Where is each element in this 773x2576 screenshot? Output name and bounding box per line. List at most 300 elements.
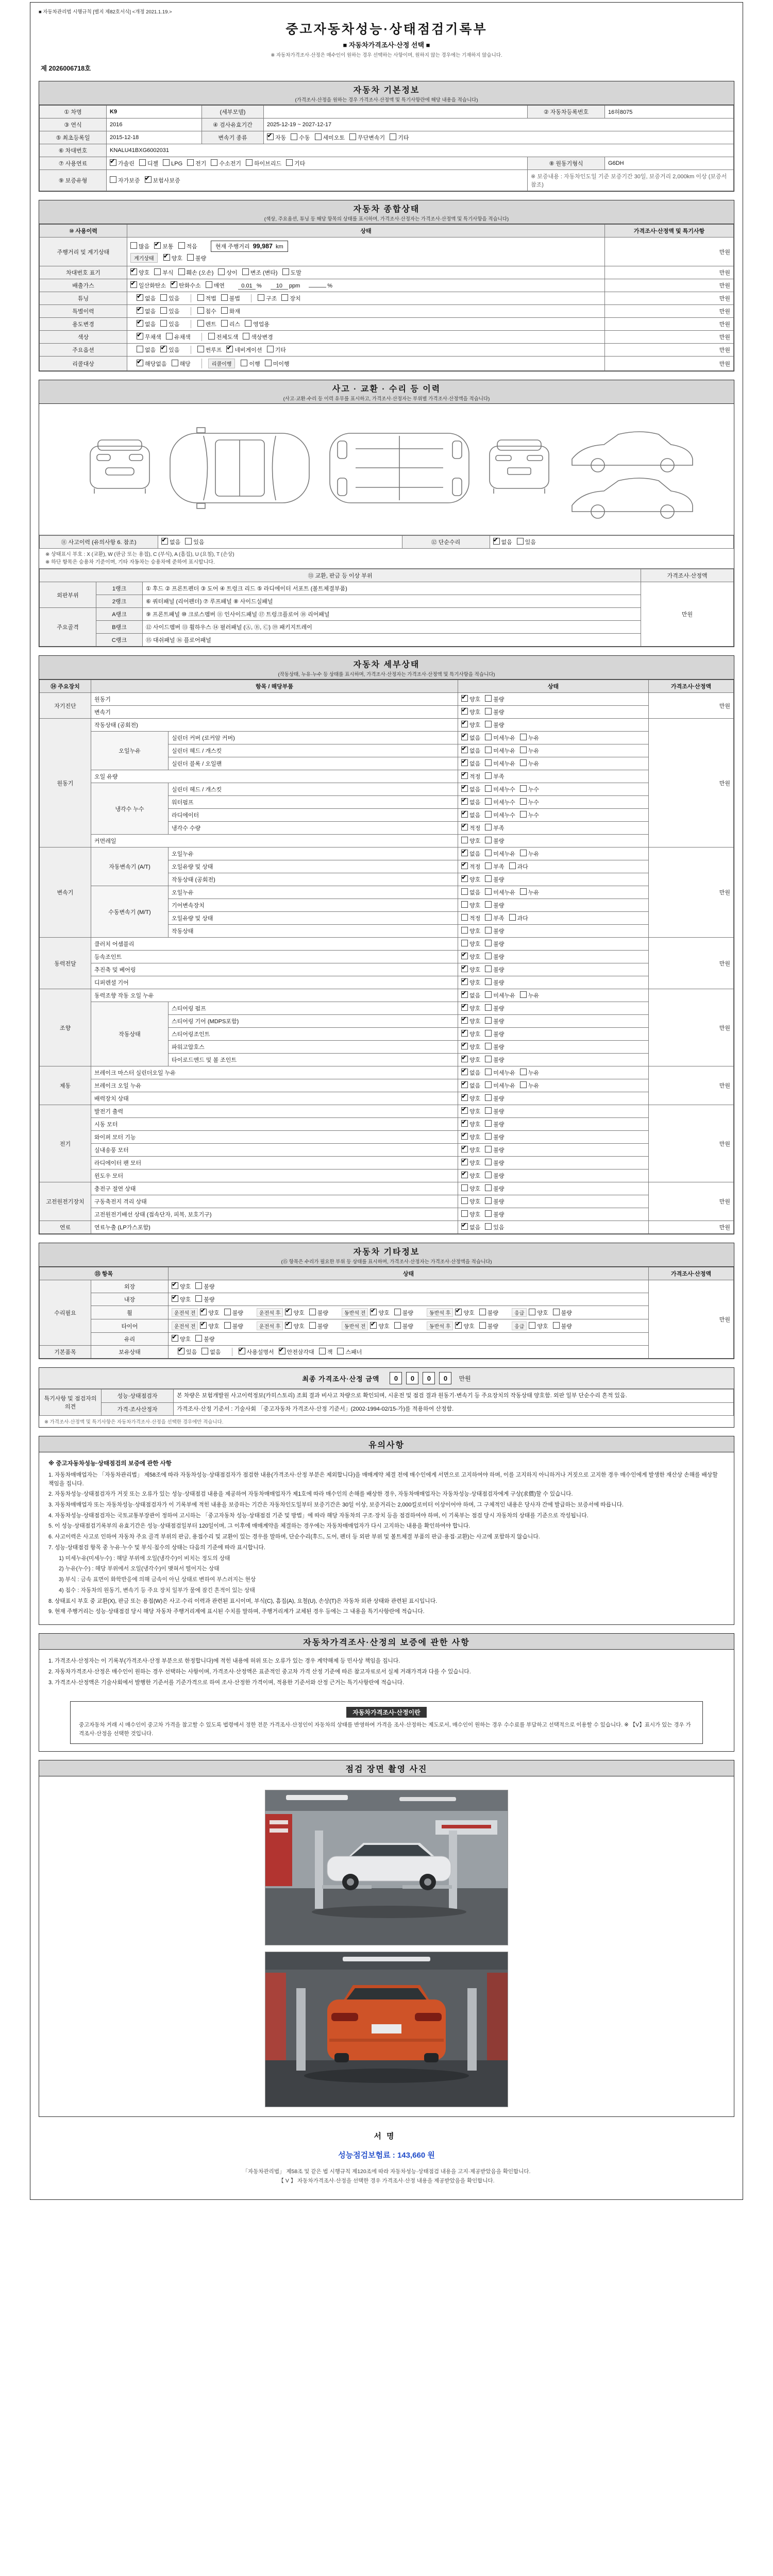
checkbox-icon[interactable] (485, 1210, 492, 1217)
checkbox-option[interactable] (137, 360, 167, 368)
checkbox-option[interactable] (520, 798, 539, 806)
checkbox-option[interactable] (485, 811, 515, 819)
checkbox-option[interactable] (485, 991, 515, 999)
checkbox-icon[interactable] (529, 1309, 535, 1315)
checkbox-icon[interactable] (224, 1309, 231, 1315)
checkbox-icon[interactable] (553, 1322, 560, 1329)
checkbox-option[interactable] (485, 837, 504, 845)
checkbox-icon[interactable] (485, 798, 492, 805)
checkbox-option[interactable] (485, 785, 515, 793)
checkbox-option[interactable] (137, 294, 156, 302)
checkbox-option[interactable] (206, 281, 225, 290)
checkbox-icon[interactable] (243, 333, 249, 340)
checkbox-option[interactable] (485, 1133, 504, 1141)
checkbox-icon[interactable] (172, 360, 178, 366)
checkbox-option[interactable] (172, 1335, 191, 1343)
checkbox-icon[interactable] (195, 1295, 202, 1302)
checkbox-option[interactable] (461, 940, 480, 948)
checkbox-icon[interactable] (520, 888, 527, 895)
checkbox-option[interactable] (160, 294, 179, 302)
checkbox-icon[interactable] (485, 1172, 492, 1178)
checkbox-option[interactable] (279, 1348, 314, 1356)
checkbox-option[interactable] (553, 1309, 572, 1317)
checkbox-option[interactable] (455, 1322, 474, 1330)
checkbox-icon[interactable] (485, 1043, 492, 1049)
checkbox-option[interactable] (394, 1322, 413, 1330)
checkbox-icon[interactable] (461, 785, 468, 792)
checkbox-icon[interactable] (461, 721, 468, 727)
checkbox-icon[interactable] (461, 1159, 468, 1165)
checkbox-icon[interactable] (337, 1348, 344, 1354)
checkbox-option[interactable] (221, 320, 240, 328)
checkbox-icon[interactable] (485, 1120, 492, 1127)
checkbox-option[interactable] (461, 1043, 480, 1051)
checkbox-option[interactable] (461, 747, 480, 755)
checkbox-icon[interactable] (485, 824, 492, 831)
checkbox-option[interactable] (197, 294, 216, 302)
checkbox-option[interactable] (461, 837, 480, 845)
checkbox-option[interactable] (485, 1146, 504, 1154)
checkbox-option[interactable] (485, 953, 504, 961)
checkbox-icon[interactable] (520, 759, 527, 766)
checkbox-option[interactable] (195, 1282, 214, 1291)
checkbox-option[interactable] (485, 965, 504, 974)
checkbox-icon[interactable] (485, 1069, 492, 1075)
checkbox-icon[interactable] (370, 1322, 377, 1329)
checkbox-option[interactable] (137, 307, 156, 315)
checkbox-icon[interactable] (485, 850, 492, 856)
checkbox-option[interactable] (485, 695, 504, 703)
checkbox-option[interactable] (163, 159, 182, 167)
checkbox-icon[interactable] (461, 1030, 468, 1037)
checkbox-icon[interactable] (485, 837, 492, 843)
checkbox-option[interactable] (520, 1069, 539, 1077)
checkbox-option[interactable] (461, 759, 480, 768)
checkbox-option[interactable] (461, 1004, 480, 1012)
checkbox-option[interactable] (529, 1322, 548, 1330)
checkbox-option[interactable] (349, 133, 385, 142)
checkbox-icon[interactable] (137, 294, 143, 301)
checkbox-option[interactable] (520, 850, 539, 858)
checkbox-icon[interactable] (239, 1348, 245, 1354)
checkbox-icon[interactable] (187, 159, 194, 166)
checkbox-option[interactable] (461, 1120, 480, 1128)
checkbox-option[interactable] (485, 1172, 504, 1180)
checkbox-icon[interactable] (485, 1223, 492, 1230)
checkbox-icon[interactable] (200, 1322, 207, 1329)
checkbox-option[interactable] (258, 294, 277, 302)
checkbox-icon[interactable] (485, 811, 492, 818)
checkbox-icon[interactable] (309, 1309, 316, 1315)
checkbox-option[interactable] (461, 785, 480, 793)
checkbox-option[interactable] (461, 772, 480, 781)
checkbox-option[interactable] (172, 1282, 191, 1291)
checkbox-option[interactable] (529, 1309, 548, 1317)
checkbox-option[interactable] (160, 346, 179, 354)
checkbox-option[interactable] (130, 242, 149, 250)
checkbox-icon[interactable] (208, 333, 215, 340)
checkbox-icon[interactable] (520, 1069, 527, 1075)
checkbox-icon[interactable] (520, 991, 527, 998)
checkbox-option[interactable] (286, 159, 305, 167)
checkbox-icon[interactable] (267, 346, 274, 352)
checkbox-option[interactable] (224, 1309, 243, 1317)
checkbox-icon[interactable] (172, 1282, 178, 1289)
checkbox-icon[interactable] (461, 901, 468, 908)
checkbox-icon[interactable] (178, 1348, 184, 1354)
checkbox-icon[interactable] (520, 850, 527, 856)
checkbox-icon[interactable] (461, 875, 468, 882)
checkbox-icon[interactable] (461, 772, 468, 779)
checkbox-option[interactable] (390, 133, 409, 142)
checkbox-icon[interactable] (349, 133, 356, 140)
checkbox-option[interactable] (455, 1309, 474, 1317)
checkbox-option[interactable] (461, 1107, 480, 1115)
checkbox-option[interactable] (171, 281, 201, 290)
checkbox-icon[interactable] (282, 268, 289, 275)
checkbox-icon[interactable] (461, 1017, 468, 1024)
checkbox-icon[interactable] (485, 888, 492, 895)
checkbox-icon[interactable] (172, 1335, 178, 1342)
checkbox-icon[interactable] (394, 1309, 401, 1315)
checkbox-option[interactable] (485, 1069, 515, 1077)
checkbox-icon[interactable] (461, 734, 468, 740)
checkbox-option[interactable] (145, 176, 180, 184)
checkbox-option[interactable] (394, 1309, 413, 1317)
checkbox-icon[interactable] (461, 811, 468, 818)
checkbox-option[interactable] (208, 333, 239, 341)
checkbox-icon[interactable] (130, 281, 137, 288)
checkbox-icon[interactable] (520, 798, 527, 805)
checkbox-option[interactable] (160, 320, 179, 328)
checkbox-icon[interactable] (279, 1348, 285, 1354)
checkbox-icon[interactable] (485, 965, 492, 972)
checkbox-icon[interactable] (485, 734, 492, 740)
checkbox-icon[interactable] (163, 159, 170, 166)
checkbox-option[interactable] (178, 268, 214, 277)
checkbox-option[interactable] (315, 133, 345, 142)
checkbox-icon[interactable] (461, 1133, 468, 1140)
checkbox-option[interactable] (485, 1120, 504, 1128)
checkbox-icon[interactable] (285, 1309, 292, 1315)
checkbox-option[interactable] (485, 1030, 504, 1038)
checkbox-option[interactable] (200, 1309, 219, 1317)
checkbox-option[interactable] (461, 1081, 480, 1090)
checkbox-icon[interactable] (461, 798, 468, 805)
checkbox-option[interactable] (520, 785, 539, 793)
checkbox-icon[interactable] (200, 1309, 207, 1315)
checkbox-option[interactable] (485, 708, 504, 716)
checkbox-option[interactable] (218, 268, 237, 277)
checkbox-icon[interactable] (218, 268, 225, 275)
checkbox-icon[interactable] (226, 346, 233, 352)
checkbox-icon[interactable] (485, 785, 492, 792)
checkbox-option[interactable] (485, 1081, 515, 1090)
checkbox-option[interactable] (485, 824, 504, 832)
checkbox-option[interactable] (461, 1146, 480, 1154)
checkbox-icon[interactable] (461, 824, 468, 831)
checkbox-option[interactable] (154, 242, 173, 250)
checkbox-option[interactable] (166, 333, 191, 341)
checkbox-option[interactable] (187, 159, 206, 167)
checkbox-option[interactable] (461, 901, 480, 909)
checkbox-option[interactable] (172, 360, 191, 368)
checkbox-icon[interactable] (461, 978, 468, 985)
checkbox-option[interactable] (461, 721, 480, 729)
checkbox-option[interactable] (137, 346, 156, 354)
checkbox-icon[interactable] (461, 991, 468, 998)
checkbox-option[interactable] (485, 1043, 504, 1051)
checkbox-icon[interactable] (286, 159, 293, 166)
checkbox-option[interactable] (485, 1159, 504, 1167)
checkbox-icon[interactable] (160, 346, 167, 352)
checkbox-option[interactable] (485, 772, 504, 781)
checkbox-icon[interactable] (197, 320, 204, 327)
checkbox-option[interactable] (239, 1348, 274, 1356)
checkbox-option[interactable] (163, 254, 182, 262)
checkbox-icon[interactable] (517, 538, 524, 545)
checkbox-option[interactable] (161, 538, 180, 546)
checkbox-icon[interactable] (197, 307, 204, 314)
checkbox-icon[interactable] (520, 785, 527, 792)
checkbox-icon[interactable] (461, 747, 468, 753)
checkbox-icon[interactable] (160, 307, 167, 314)
checkbox-icon[interactable] (461, 1004, 468, 1011)
checkbox-icon[interactable] (139, 159, 146, 166)
checkbox-option[interactable] (281, 294, 300, 302)
checkbox-icon[interactable] (160, 320, 167, 327)
checkbox-icon[interactable] (315, 133, 322, 140)
checkbox-option[interactable] (285, 1322, 304, 1330)
checkbox-option[interactable] (461, 927, 480, 935)
checkbox-icon[interactable] (485, 914, 492, 921)
checkbox-option[interactable] (187, 254, 206, 262)
checkbox-icon[interactable] (520, 734, 527, 740)
checkbox-icon[interactable] (137, 320, 143, 327)
checkbox-option[interactable] (130, 281, 166, 290)
checkbox-icon[interactable] (461, 888, 468, 895)
checkbox-icon[interactable] (461, 914, 468, 921)
checkbox-icon[interactable] (461, 862, 468, 869)
checkbox-option[interactable] (267, 133, 286, 142)
checkbox-icon[interactable] (509, 914, 516, 921)
checkbox-icon[interactable] (258, 294, 264, 301)
checkbox-option[interactable] (178, 1348, 197, 1356)
checkbox-option[interactable] (243, 333, 273, 341)
checkbox-option[interactable] (285, 1309, 304, 1317)
checkbox-icon[interactable] (285, 1322, 292, 1329)
checkbox-icon[interactable] (171, 281, 177, 288)
checkbox-icon[interactable] (485, 1081, 492, 1088)
checkbox-icon[interactable] (479, 1309, 486, 1315)
checkbox-option[interactable] (461, 850, 480, 858)
checkbox-option[interactable] (154, 268, 173, 277)
checkbox-option[interactable] (485, 1184, 504, 1193)
checkbox-option[interactable] (185, 538, 204, 546)
checkbox-option[interactable] (485, 850, 515, 858)
checkbox-option[interactable] (195, 1295, 214, 1303)
checkbox-icon[interactable] (485, 772, 492, 779)
checkbox-icon[interactable] (221, 294, 228, 301)
checkbox-icon[interactable] (461, 953, 468, 959)
checkbox-icon[interactable] (245, 320, 251, 327)
checkbox-option[interactable] (485, 888, 515, 896)
checkbox-icon[interactable] (509, 862, 516, 869)
checkbox-icon[interactable] (461, 1094, 468, 1101)
checkbox-option[interactable] (493, 538, 512, 546)
checkbox-option[interactable] (461, 1197, 480, 1206)
checkbox-icon[interactable] (178, 268, 185, 275)
checkbox-icon[interactable] (221, 320, 228, 327)
checkbox-option[interactable] (221, 294, 240, 302)
checkbox-icon[interactable] (224, 1322, 231, 1329)
checkbox-option[interactable] (267, 346, 286, 354)
checkbox-option[interactable] (485, 914, 504, 922)
checkbox-icon[interactable] (137, 360, 143, 366)
checkbox-icon[interactable] (130, 242, 137, 249)
checkbox-icon[interactable] (485, 1133, 492, 1140)
checkbox-icon[interactable] (461, 837, 468, 843)
checkbox-option[interactable] (139, 159, 158, 167)
checkbox-icon[interactable] (166, 333, 173, 340)
checkbox-icon[interactable] (461, 708, 468, 715)
checkbox-option[interactable] (461, 914, 480, 922)
checkbox-option[interactable] (461, 1069, 480, 1077)
checkbox-option[interactable] (282, 268, 301, 277)
checkbox-icon[interactable] (154, 268, 161, 275)
checkbox-option[interactable] (485, 901, 504, 909)
checkbox-icon[interactable] (197, 294, 204, 301)
checkbox-icon[interactable] (455, 1309, 462, 1315)
checkbox-icon[interactable] (267, 133, 274, 140)
checkbox-icon[interactable] (485, 978, 492, 985)
checkbox-icon[interactable] (485, 695, 492, 702)
checkbox-icon[interactable] (485, 875, 492, 882)
checkbox-option[interactable] (309, 1309, 328, 1317)
checkbox-icon[interactable] (137, 307, 143, 314)
checkbox-option[interactable] (485, 1107, 504, 1115)
checkbox-icon[interactable] (485, 721, 492, 727)
checkbox-option[interactable] (137, 333, 161, 341)
checkbox-option[interactable] (370, 1309, 389, 1317)
checkbox-option[interactable] (485, 759, 515, 768)
checkbox-option[interactable] (485, 747, 515, 755)
checkbox-icon[interactable] (137, 333, 143, 340)
checkbox-icon[interactable] (485, 1197, 492, 1204)
checkbox-option[interactable] (319, 1348, 333, 1356)
checkbox-icon[interactable] (485, 1030, 492, 1037)
checkbox-option[interactable] (520, 747, 539, 755)
checkbox-icon[interactable] (201, 1348, 208, 1354)
checkbox-option[interactable] (461, 811, 480, 819)
checkbox-icon[interactable] (211, 159, 217, 166)
checkbox-icon[interactable] (461, 1107, 468, 1114)
checkbox-option[interactable] (200, 1322, 219, 1330)
checkbox-icon[interactable] (110, 159, 116, 166)
checkbox-icon[interactable] (461, 695, 468, 702)
checkbox-option[interactable] (485, 927, 504, 935)
checkbox-option[interactable] (461, 1017, 480, 1025)
checkbox-option[interactable] (461, 888, 480, 896)
checkbox-icon[interactable] (461, 850, 468, 856)
checkbox-icon[interactable] (370, 1309, 377, 1315)
checkbox-option[interactable] (461, 1159, 480, 1167)
checkbox-icon[interactable] (390, 133, 396, 140)
checkbox-option[interactable] (309, 1322, 328, 1330)
checkbox-option[interactable] (520, 759, 539, 768)
checkbox-icon[interactable] (461, 1081, 468, 1088)
checkbox-option[interactable] (461, 991, 480, 999)
checkbox-option[interactable] (461, 978, 480, 987)
checkbox-option[interactable] (337, 1348, 362, 1356)
checkbox-icon[interactable] (163, 254, 170, 261)
checkbox-option[interactable] (461, 695, 480, 703)
checkbox-option[interactable] (461, 862, 480, 871)
checkbox-option[interactable] (520, 991, 539, 999)
checkbox-icon[interactable] (461, 1146, 468, 1153)
checkbox-icon[interactable] (485, 991, 492, 998)
checkbox-icon[interactable] (461, 940, 468, 946)
checkbox-option[interactable] (195, 1335, 214, 1343)
checkbox-icon[interactable] (309, 1322, 316, 1329)
checkbox-icon[interactable] (485, 862, 492, 869)
checkbox-option[interactable] (485, 1017, 504, 1025)
checkbox-icon[interactable] (246, 159, 253, 166)
checkbox-option[interactable] (485, 1004, 504, 1012)
checkbox-icon[interactable] (485, 747, 492, 753)
checkbox-icon[interactable] (187, 254, 194, 261)
checkbox-icon[interactable] (485, 927, 492, 934)
checkbox-option[interactable] (553, 1322, 572, 1330)
checkbox-icon[interactable] (195, 1282, 202, 1289)
checkbox-icon[interactable] (461, 1120, 468, 1127)
checkbox-option[interactable] (226, 346, 262, 354)
checkbox-option[interactable] (461, 1056, 480, 1064)
checkbox-option[interactable] (224, 1322, 243, 1330)
checkbox-option[interactable] (485, 875, 504, 884)
checkbox-option[interactable] (461, 1094, 480, 1103)
checkbox-icon[interactable] (461, 1197, 468, 1204)
checkbox-icon[interactable] (241, 360, 247, 366)
checkbox-option[interactable] (461, 953, 480, 961)
checkbox-option[interactable] (160, 307, 179, 315)
checkbox-option[interactable] (485, 862, 504, 871)
checkbox-option[interactable] (110, 159, 135, 167)
checkbox-option[interactable] (201, 1348, 221, 1356)
checkbox-icon[interactable] (485, 1159, 492, 1165)
checkbox-option[interactable] (485, 1094, 504, 1103)
checkbox-icon[interactable] (185, 538, 192, 545)
checkbox-icon[interactable] (137, 346, 143, 352)
checkbox-icon[interactable] (154, 242, 161, 249)
checkbox-option[interactable] (172, 1295, 191, 1303)
checkbox-icon[interactable] (461, 965, 468, 972)
checkbox-icon[interactable] (291, 133, 297, 140)
checkbox-option[interactable] (461, 1030, 480, 1038)
checkbox-option[interactable] (245, 320, 270, 328)
checkbox-icon[interactable] (461, 1172, 468, 1178)
checkbox-icon[interactable] (529, 1322, 535, 1329)
checkbox-icon[interactable] (461, 1056, 468, 1062)
checkbox-icon[interactable] (485, 901, 492, 908)
checkbox-option[interactable] (485, 734, 515, 742)
checkbox-option[interactable] (178, 242, 197, 250)
checkbox-icon[interactable] (161, 538, 168, 545)
checkbox-option[interactable] (461, 824, 480, 832)
checkbox-option[interactable] (479, 1322, 498, 1330)
checkbox-option[interactable] (479, 1309, 498, 1317)
checkbox-icon[interactable] (195, 1335, 202, 1342)
